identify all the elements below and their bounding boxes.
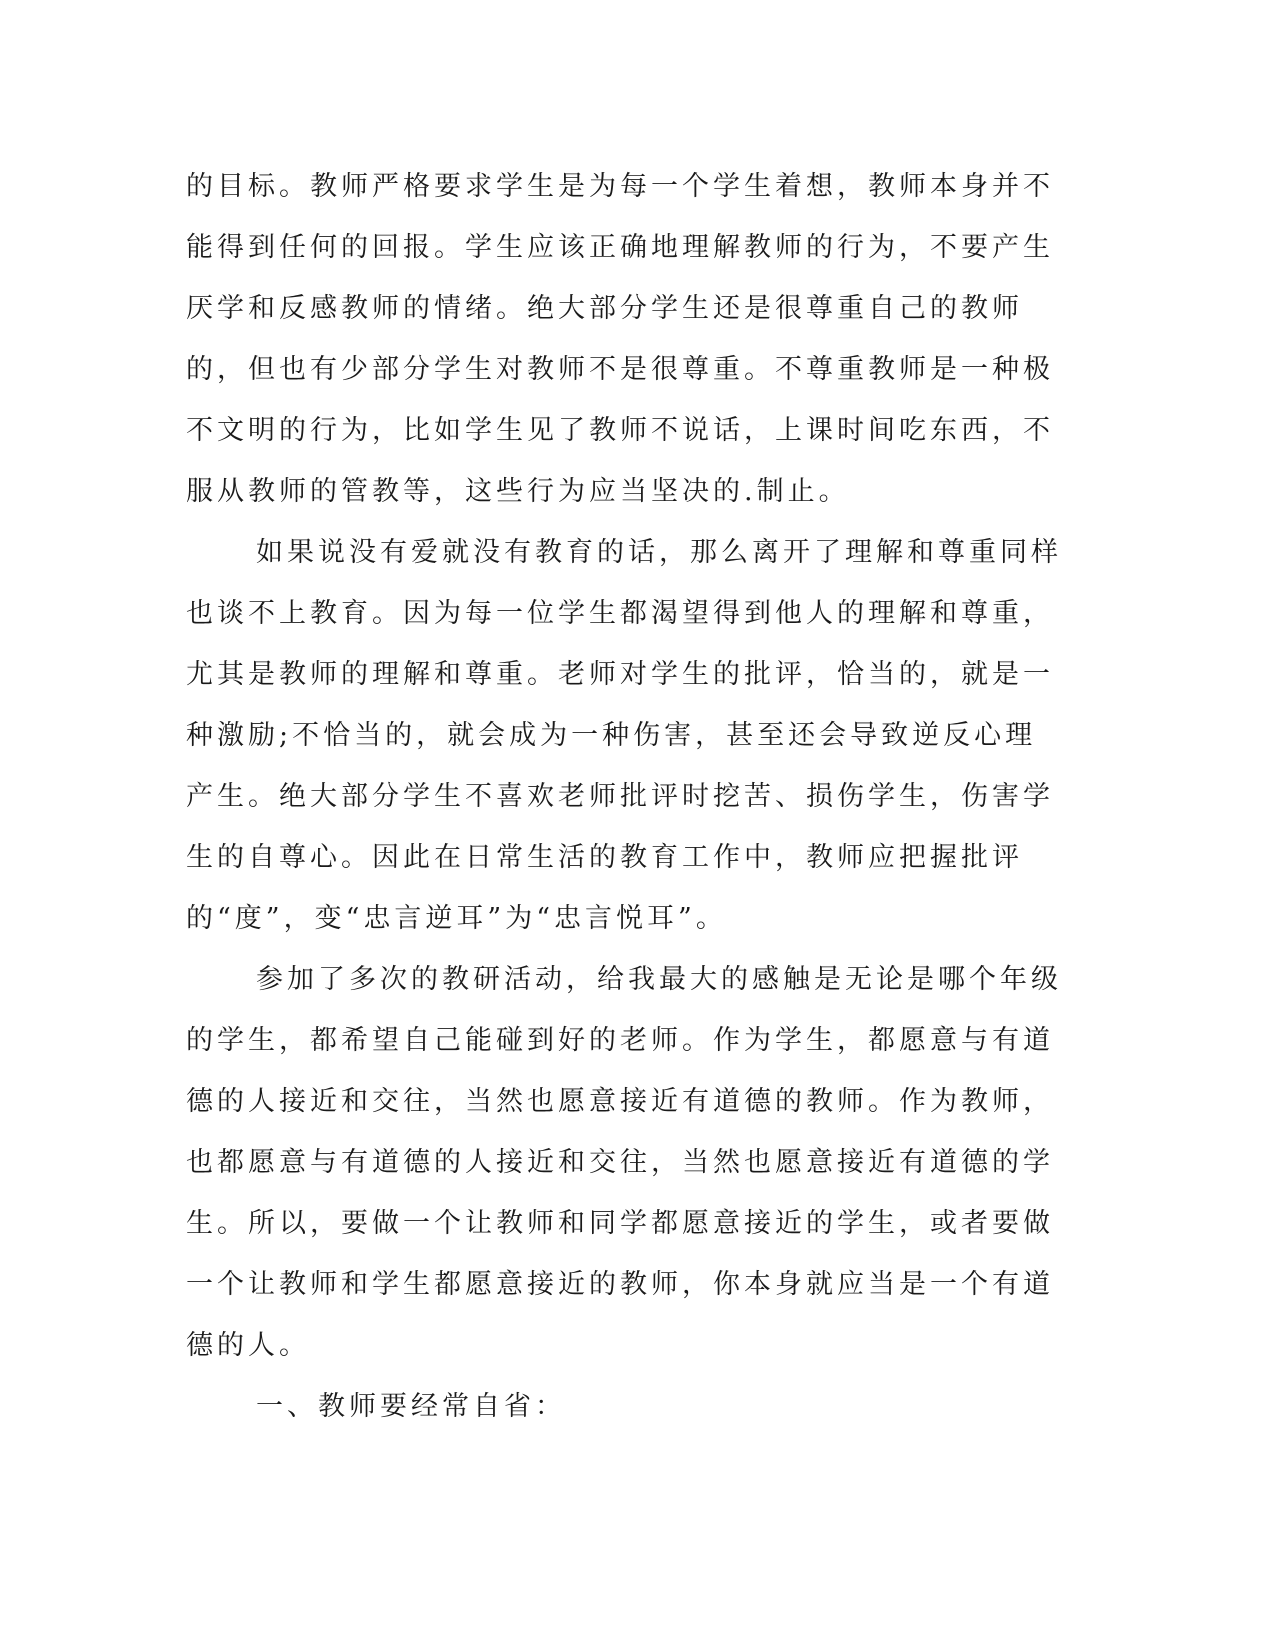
section-heading: 一、教师要经常自省：: [256, 1391, 566, 1422]
paragraph-1: 的目标。教师严格要求学生是为每一个学生着想，教师本身并不能得到任何的回报。学生应该正确地理解教师的行为，不要产生厌学和反感教师的情绪。绝大部分学生还是很尊重自己的教师的，但也有少部分学生对教师不是很尊重。不尊重教师是一种极不文明的行为，比如学生见了教师不说话，上课时间吃东西，不服从教师的管教等，这些行为应当坚决的.制止。: [186, 171, 1054, 507]
paragraph-2: 如果说没有爱就没有教育的话，那么离开了理解和尊重同样也谈不上教育。因为每一位学生都渴望得到他人的理解和尊重，尤其是教师的理解和尊重。老师对学生的批评，恰当的，就是一种激励;不恰当的，就会成为一种伤害，甚至还会导致逆反心理产生。绝大部分学生不喜欢老师批评时挖苦、损伤学生，伤害学生的自尊心。因此在日常生活的教育工作中，教师应把握批评的“度”，变“忠言逆耳”为“忠言悦耳”。: [186, 537, 1062, 934]
paragraph-3: 参加了多次的教研活动，给我最大的感触是无论是哪个年级的学生，都希望自己能碰到好的老师。作为学生，都愿意与有道德的人接近和交往，当然也愿意接近有道德的教师。作为教师，也都愿意与有道德的人接近和交往，当然也愿意接近有道德的学生。所以，要做一个让教师和同学都愿意接近的学生，或者要做一个让教师和学生都愿意接近的教师，你本身就应当是一个有道德的人。: [186, 964, 1062, 1361]
document-body: [186, 156, 1066, 1437]
